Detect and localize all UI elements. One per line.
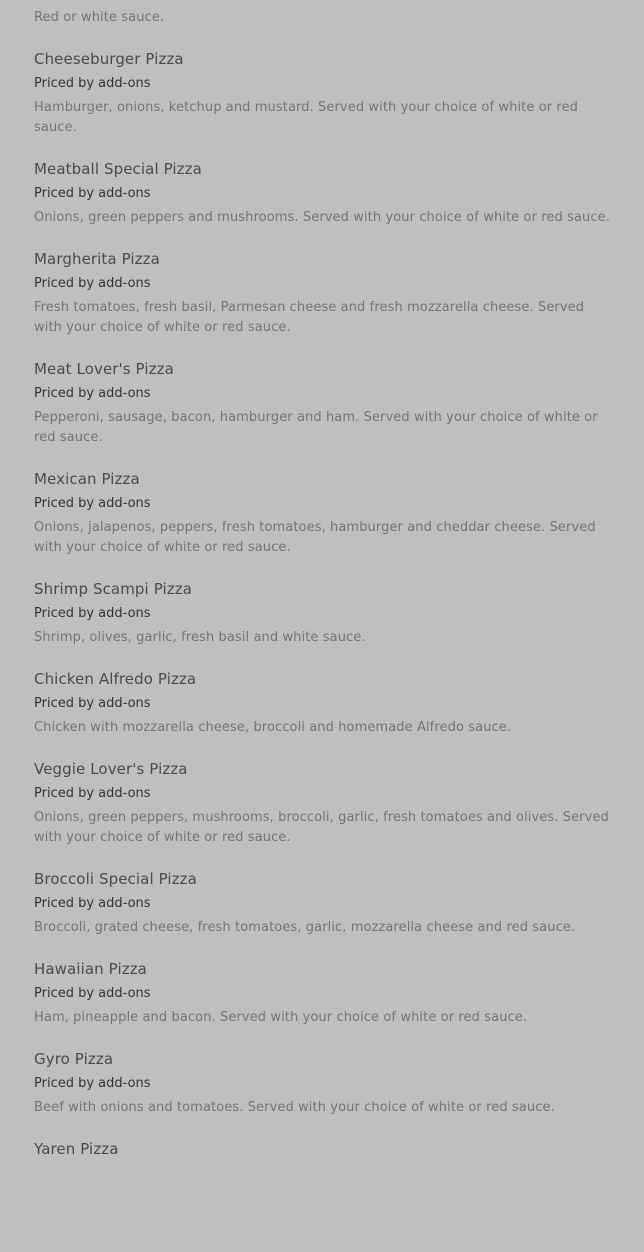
menu-item[interactable] <box>0 49 644 138</box>
menu-item-price <box>34 0 614 4</box>
menu-item[interactable] <box>0 869 644 938</box>
menu-item-price: Priced by add-ons <box>34 1076 151 1091</box>
menu-item-price: Priced by add-ons <box>34 76 151 91</box>
menu-item-name: Shrimp Scampi Pizza <box>34 580 193 598</box>
menu-item-name: Margherita Pizza <box>34 250 160 268</box>
menu-item-description: Hamburger, onions, ketchup and mustard. Served with your choice of white or red sauce. <box>34 100 579 135</box>
menu-item[interactable] <box>0 0 644 28</box>
menu-item-price: Priced by add-ons <box>34 986 151 1001</box>
menu-item[interactable] <box>0 1139 644 1159</box>
menu-item-price: Priced by add-ons <box>34 606 151 621</box>
menu-item[interactable] <box>0 359 644 448</box>
menu-item-name: Hawaiian Pizza <box>34 960 147 978</box>
menu-item[interactable] <box>0 579 644 648</box>
menu-item-name: Meatball Special Pizza <box>34 160 202 178</box>
menu-item-description: Fresh tomatoes, fresh basil, Parmesan cheese and fresh mozzarella cheese. Served with your choice of white or red sauce. <box>34 300 585 335</box>
menu-item-name: Veggie Lover's Pizza <box>34 760 188 778</box>
menu-item-description: Shrimp, olives, garlic, fresh basil and white sauce. <box>34 630 366 645</box>
menu-item[interactable] <box>0 1049 644 1118</box>
menu-item-description: Broccoli, grated cheese, fresh tomatoes, garlic, mozzarella cheese and red sauce. <box>34 920 576 935</box>
menu-item-description: Onions, jalapenos, peppers, fresh tomatoes, hamburger and cheddar cheese. Served with your choice of white or red sauce. <box>34 520 596 555</box>
menu-item-name: Mexican Pizza <box>34 470 140 488</box>
menu-item[interactable] <box>0 759 644 848</box>
menu-item[interactable] <box>0 469 644 558</box>
menu-item[interactable] <box>0 159 644 228</box>
menu-item-name: Yaren Pizza <box>34 1140 119 1158</box>
menu-item-name: Gyro Pizza <box>34 1050 114 1068</box>
menu-item-price: Priced by add-ons <box>34 896 151 911</box>
menu-item[interactable] <box>0 249 644 338</box>
menu-item-price: Priced by add-ons <box>34 496 151 511</box>
menu-item-name: Cheeseburger Pizza <box>34 50 184 68</box>
menu-item-description: Onions, green peppers and mushrooms. Served with your choice of white or red sauce. <box>34 210 610 225</box>
menu-item-name: Meat Lover's Pizza <box>34 360 174 378</box>
menu-item-description: Onions, green peppers, mushrooms, broccoli, garlic, fresh tomatoes and olives. Served with your choice of white or red sauce. <box>34 810 609 845</box>
menu-item[interactable] <box>0 669 644 738</box>
menu-item-name: Chicken Alfredo Pizza <box>34 670 197 688</box>
menu-item-description: Chicken with mozzarella cheese, broccoli and homemade Alfredo sauce. <box>34 720 512 735</box>
menu-item-name: Broccoli Special Pizza <box>34 870 197 888</box>
menu-item-description: Red or white sauce. <box>34 10 165 25</box>
menu-item-price: Priced by add-ons <box>34 386 151 401</box>
menu-item-price: Priced by add-ons <box>34 786 151 801</box>
menu-item-price: Priced by add-ons <box>34 186 151 201</box>
menu-item-description: Beef with onions and tomatoes. Served with your choice of white or red sauce. <box>34 1100 555 1115</box>
menu-item-price: Priced by add-ons <box>34 696 151 711</box>
menu-item-description: Pepperoni, sausage, bacon, hamburger and ham. Served with your choice of white or red sauce. <box>34 410 598 445</box>
menu-item-price: Priced by add-ons <box>34 276 151 291</box>
menu-item[interactable] <box>0 959 644 1028</box>
menu-item-description: Ham, pineapple and bacon. Served with your choice of white or red sauce. <box>34 1010 528 1025</box>
